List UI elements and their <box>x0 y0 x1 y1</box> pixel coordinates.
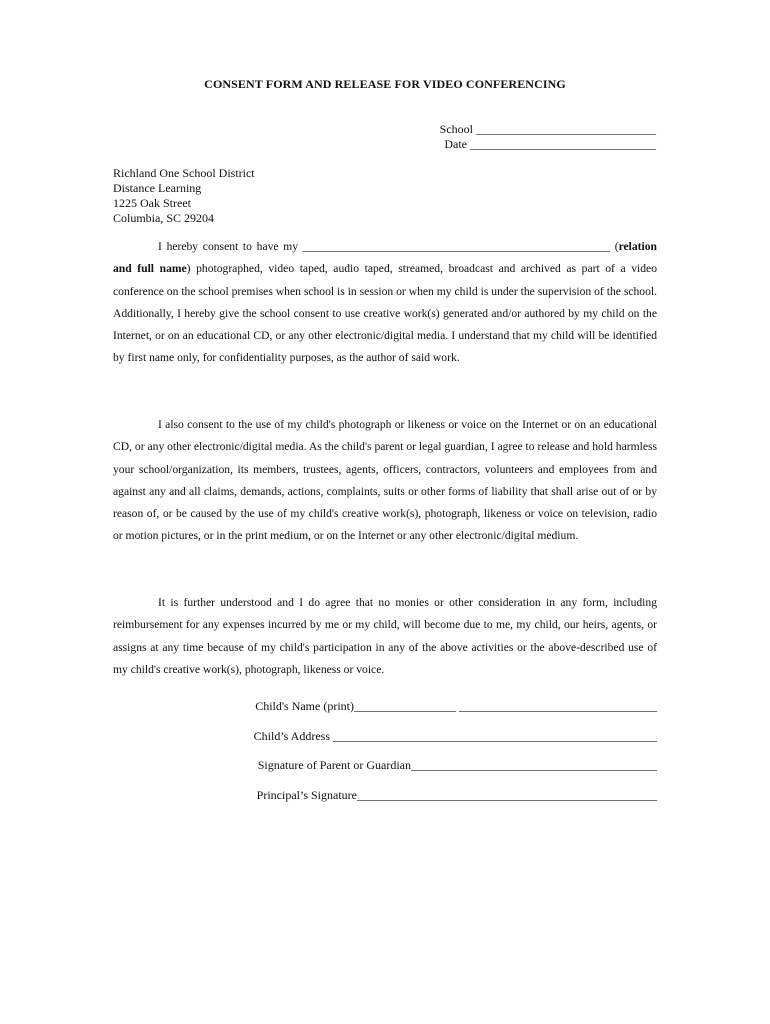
date-field: Date _______________________________ <box>444 137 656 151</box>
consent-paragraph-2 <box>113 414 657 548</box>
consent-paragraph-1 <box>113 236 657 370</box>
paragraph-2-body: I also consent to the use of my child's photograph or likeness or voice on the Internet or on an educational CD, or any other electronic/digital media. As the child's parent or legal guardian, I agree to release and hold harmless your school/organization, its members, trustees, agents, officers, contractors, volunteers and employees from and against any and all claims, demands, actions, complaints, suits or other forms of liability that shall arise out of or by reason of, or be caused by the use of my child's creative work(s), photograph, likeness or voice on television, radio or motion pictures, or in the print medium, or on the Internet or any other electronic/digital medium. <box>113 418 657 543</box>
address-line-city: Columbia, SC 29204 <box>113 211 215 225</box>
address-line-department: Distance Learning <box>113 181 202 195</box>
paragraph-1-lead: I hereby consent to have my _____________________________________________________ ( <box>158 240 619 253</box>
principal-signature-field: Principal’s Signature__________________________________________________ <box>256 788 657 802</box>
paragraph-1-body: ) photographed, video taped, audio taped, streamed, broadcast and archived as part of a video conference on the school premises when school is in session or when my child is under the supervision of the school. Additionally, I hereby give the school consent to use creative work(s) generated and/or authored by my child on the Internet, or on an educational CD, or any other electronic/digital media. I understand that my child will be identified by first name only, for confidentiality purposes, as the author of said work. <box>113 262 657 365</box>
child-name-field: Child's Name (print)_________________ _________________________________ <box>255 699 657 713</box>
address-line-street: 1225 Oak Street <box>113 196 191 210</box>
address-line-district: Richland One School District <box>113 166 255 180</box>
parent-signature-field: Signature of Parent or Guardian_________________________________________ <box>257 758 657 772</box>
form-title: CONSENT FORM AND RELEASE FOR VIDEO CONFERENCING <box>204 77 566 91</box>
child-address-field: Child’s Address ______________________________________________________ <box>253 729 657 743</box>
paragraph-3-body: It is further understood and I do agree that no monies or other consideration in any form, including reimbursement for any expenses incurred by me or my child, will become due to me, my child, our heirs, agents, or assigns at any time because of my child's participation in any of the above activities or the above-described use of my child's creative work(s), photograph, likeness or voice. <box>113 596 657 676</box>
school-field: School ______________________________ <box>439 122 656 136</box>
relation-full-name-label: relation and full name <box>113 240 657 276</box>
address-block <box>113 166 255 226</box>
consent-paragraph-3 <box>113 592 657 681</box>
